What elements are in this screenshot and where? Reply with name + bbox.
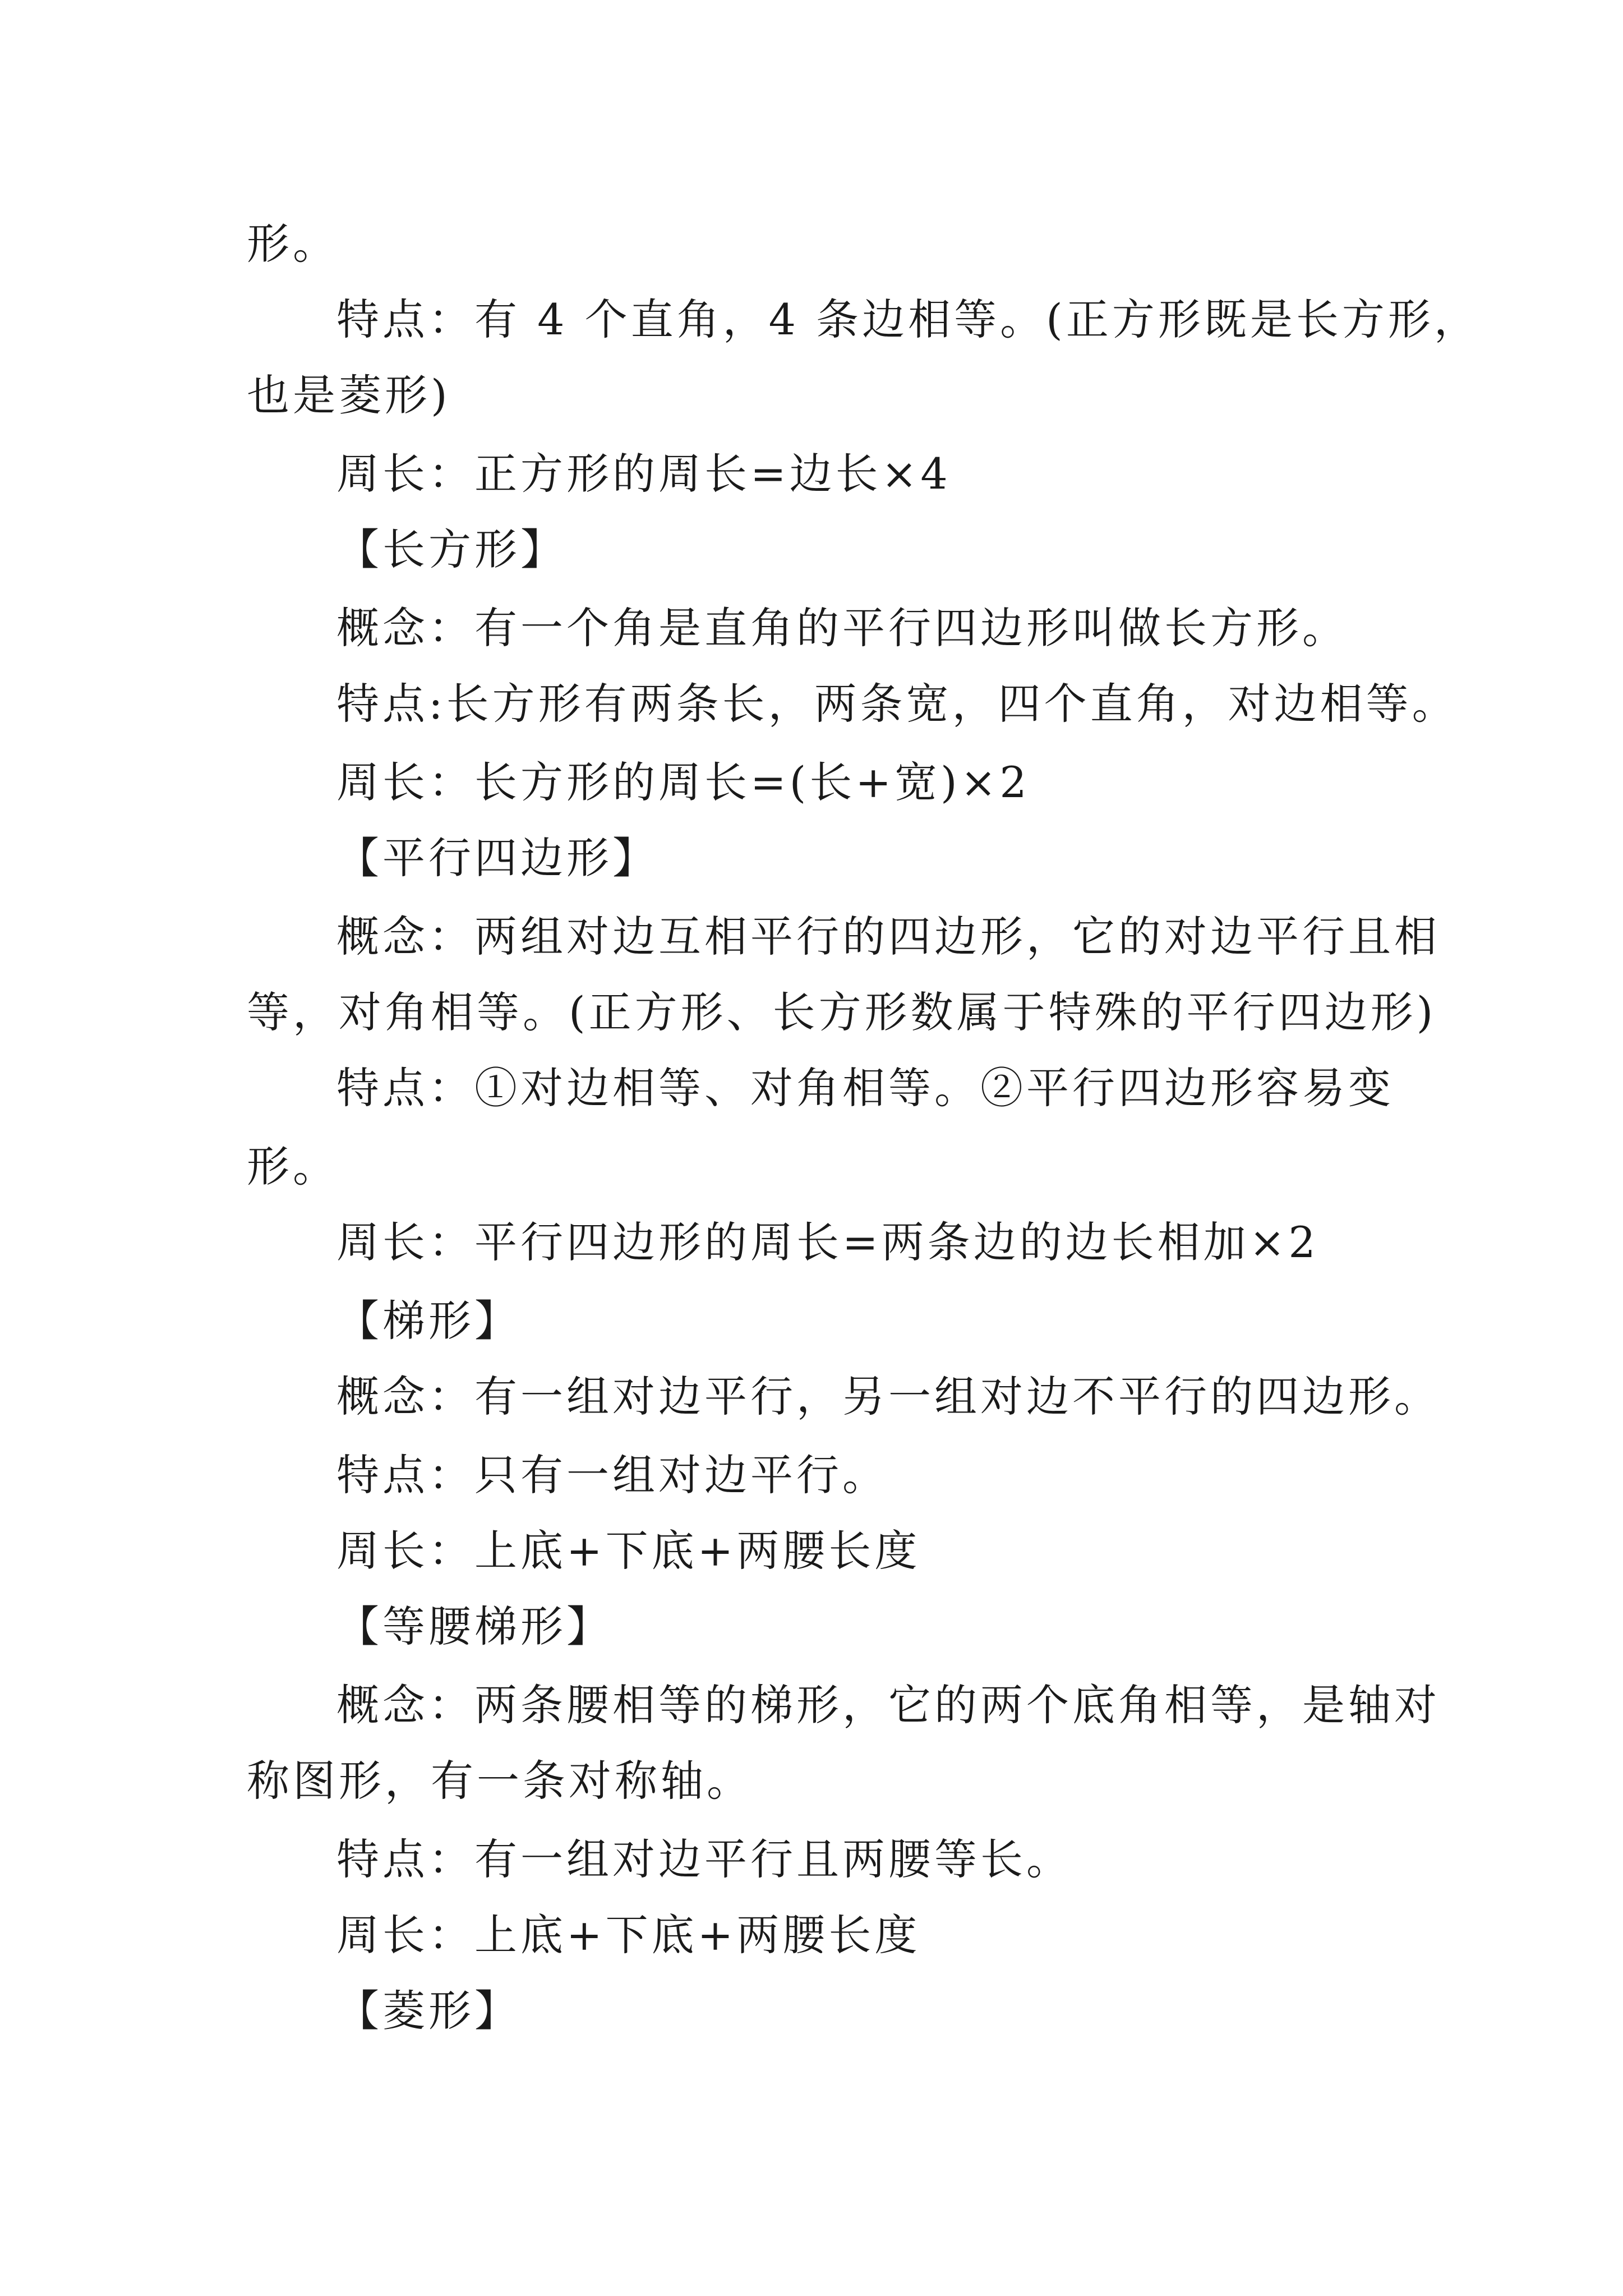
text-line: 概念：两条腰相等的梯形，它的两个底角相等，是轴对 (336, 1680, 1440, 1730)
text-line: 周长：正方形的周长=边长×4 (336, 449, 951, 499)
section-heading: 【梯形】 (336, 1296, 520, 1346)
text-line: 形。 (247, 219, 339, 269)
text-line: 周长：上底+下底+两腰长度 (336, 1910, 921, 1960)
text-line: 也是菱形) (247, 370, 451, 420)
text-line: 概念：有一个角是直角的平行四边形叫做长方形。 (336, 603, 1348, 653)
text-line: 等，对角相等。(正方形、长方形数属于特殊的平行四边形) (247, 987, 1437, 1037)
text-line: 特点:长方形有两条长，两条宽，四个直角，对边相等。 (336, 679, 1458, 729)
text-line: 周长：长方形的周长=(长+宽)×2 (336, 757, 1030, 807)
text-line: 周长：上底+下底+两腰长度 (336, 1526, 921, 1576)
text-line: 特点：有 4 个直角，4 条边相等。(正方形既是长方形， (336, 295, 1480, 344)
text-line: 特点：只有一组对边平行。 (336, 1450, 888, 1500)
text-line: 特点：有一组对边平行且两腰等长。 (336, 1834, 1072, 1884)
section-heading: 【平行四边形】 (336, 833, 658, 883)
text-line: 概念：有一组对边平行，另一组对边不平行的四边形。 (336, 1372, 1440, 1421)
text-line: 形。 (247, 1142, 339, 1191)
section-heading: 【长方形】 (336, 524, 566, 574)
section-heading: 【菱形】 (336, 1986, 520, 2036)
text-line: 称图形，有一条对称轴。 (247, 1756, 753, 1806)
text-line: 周长：平行四边形的周长=两条边的边长相加×2 (336, 1217, 1319, 1267)
text-line: 概念：两组对边互相平行的四边形，它的对边平行且相 (336, 912, 1440, 961)
text-line: 特点：①对边相等、对角相等。②平行四边形容易变 (336, 1063, 1394, 1113)
section-heading: 【等腰梯形】 (336, 1602, 612, 1651)
